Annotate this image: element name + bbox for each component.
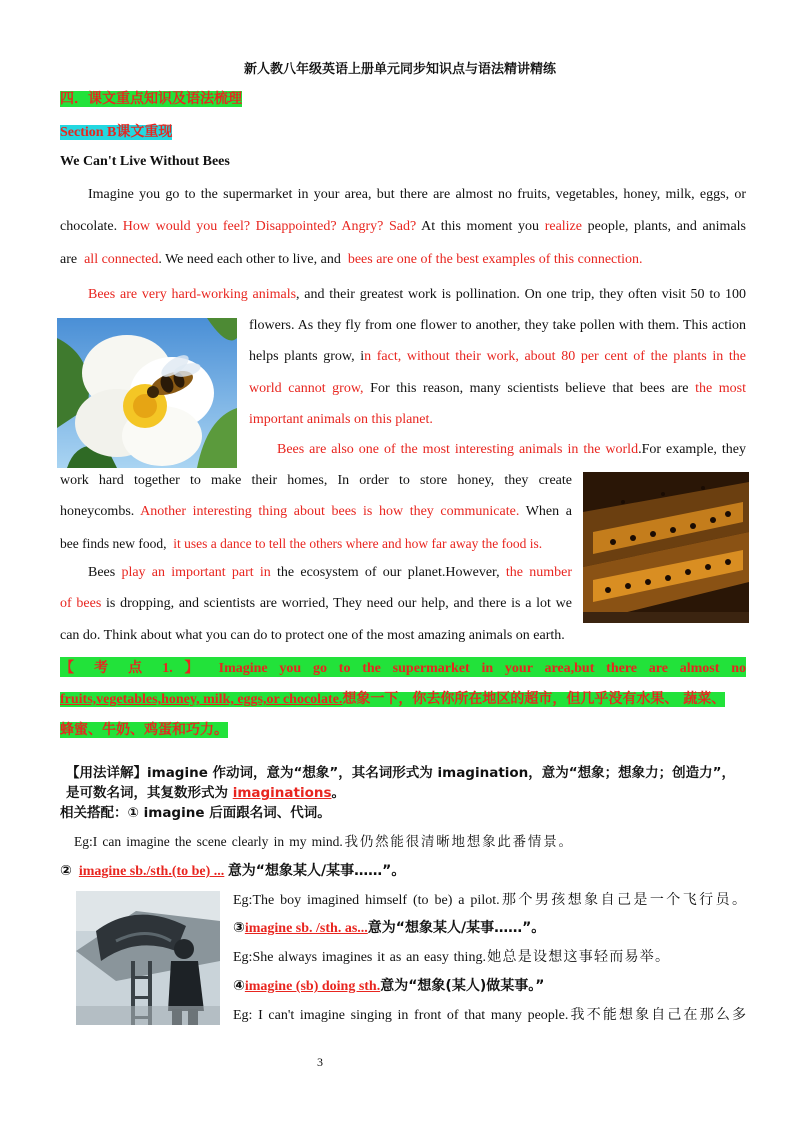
p4-line2: of bees is dropping, and scientists are worried, They need our help, and there is a lot we — [60, 596, 572, 611]
p2-line3: helps plants grow, in fact, without their work, about 80 per cent of the plants in the — [249, 349, 746, 364]
usage-eg1: Eg:I can imagine the scene clearly in my mind.我仍然能很清晰地想象此番情景。 — [74, 834, 572, 849]
p1-line2: chocolate. How would you feel? Disappointed? Angry? Sad? At this moment you realize people, plants, and animals — [60, 219, 746, 234]
p1-line3: are all connected. We need each other to live, and bees are one of the best examples of this connection. — [60, 252, 643, 267]
usage-line2: 是可数名词，其复数形式为 imaginations。 — [66, 785, 346, 801]
usage-item4: ④imagine (sb) doing sth.意为“想象(某人)做某事。” — [233, 978, 545, 994]
section-b-heading — [60, 121, 172, 141]
p2-line2: flowers. As they fly from one flower to another, they take pollen with them. This action — [249, 318, 746, 333]
section-heading-text: 四．课文重点知识及语法梳理 — [60, 91, 242, 107]
section-b-label: Section B — [60, 125, 117, 140]
usage-collocations: 相关搭配：① imagine 后面跟名词、代词。 — [60, 805, 331, 821]
usage-item2: ② imagine sb./sth.(to be) ... 意为“想象某人/某事……”。 — [60, 863, 406, 879]
p2-line4: world cannot grow, For this reason, many scientists believe that bees are the most — [249, 381, 747, 396]
p3-line1: Bees are also one of the most interesting animals in the world.For example, they — [277, 442, 746, 457]
usage-line1: 【用法详解】imagine 作动词，意为“想象”，其名词形式为 imagination，意为“想象；想象力；创造力”， — [66, 765, 736, 781]
p1-line1: Imagine you go to the supermarket in your area, but there are almost no fruits, vegetables, honey, milk, eggs, or — [88, 187, 746, 202]
p4-line3: can do. Think about what you can do to protect one of the most amazing animals on earth. — [60, 628, 565, 643]
bee-flower-image — [57, 318, 237, 468]
usage-eg3: Eg:She always imagines it as an easy thing.她总是设想这事轻而易举。 — [233, 950, 669, 965]
p2-line5: important animals on this planet. — [249, 412, 433, 427]
p2-line1: Bees are very hard-working animals, and their greatest work is pollination. On one trip, they often visit 50 to 100 — [88, 287, 746, 302]
kaodian-line3: 蜂蜜、牛奶、鸡蛋和巧力。 — [60, 722, 228, 738]
section-b-label-cn: 课文重现 — [116, 124, 173, 140]
p3-line2: work hard together to make their homes, In order to store honey, they create — [60, 473, 572, 488]
p3-line4: bee finds new food, it uses a dance to tell the others where and how far away the food is. — [60, 536, 543, 551]
section-heading — [60, 88, 242, 108]
kaodian-line1: 【 考 点 1. 】 Imagine you go to the supermarket in your area,but there are almost no — [60, 657, 746, 677]
kaodian-line2: fruits,vegetables,honey, milk, eggs,or chocolate.想象一下，你去你所在地区的超市，但几乎没有水果、 蔬菜、 — [60, 691, 726, 707]
page-header-title: 新人教八年级英语上册单元同步知识点与语法精讲精练 — [243, 62, 556, 77]
page-number: 3 — [317, 1055, 323, 1069]
article-title: We Can't Live Without Bees — [60, 154, 230, 169]
p4-line1: Bees play an important part in the ecosystem of our planet.However, the number — [88, 565, 573, 580]
usage-item3: ③imagine sb. /sth. as...意为“想象某人/某事……”。 — [233, 920, 546, 936]
p3-line3: honeycombs. Another interesting thing about bees is how they communicate. When a — [60, 504, 572, 519]
usage-eg4: Eg: I can't imagine singing in front of that many people.我不能想象自己在那么多 — [233, 1008, 746, 1023]
usage-eg2: Eg:The boy imagined himself (to be) a pilot.那个男孩想象自己是一个飞行员。 — [233, 893, 746, 908]
honeycomb-image — [583, 472, 749, 623]
pilot-image — [76, 891, 220, 1025]
